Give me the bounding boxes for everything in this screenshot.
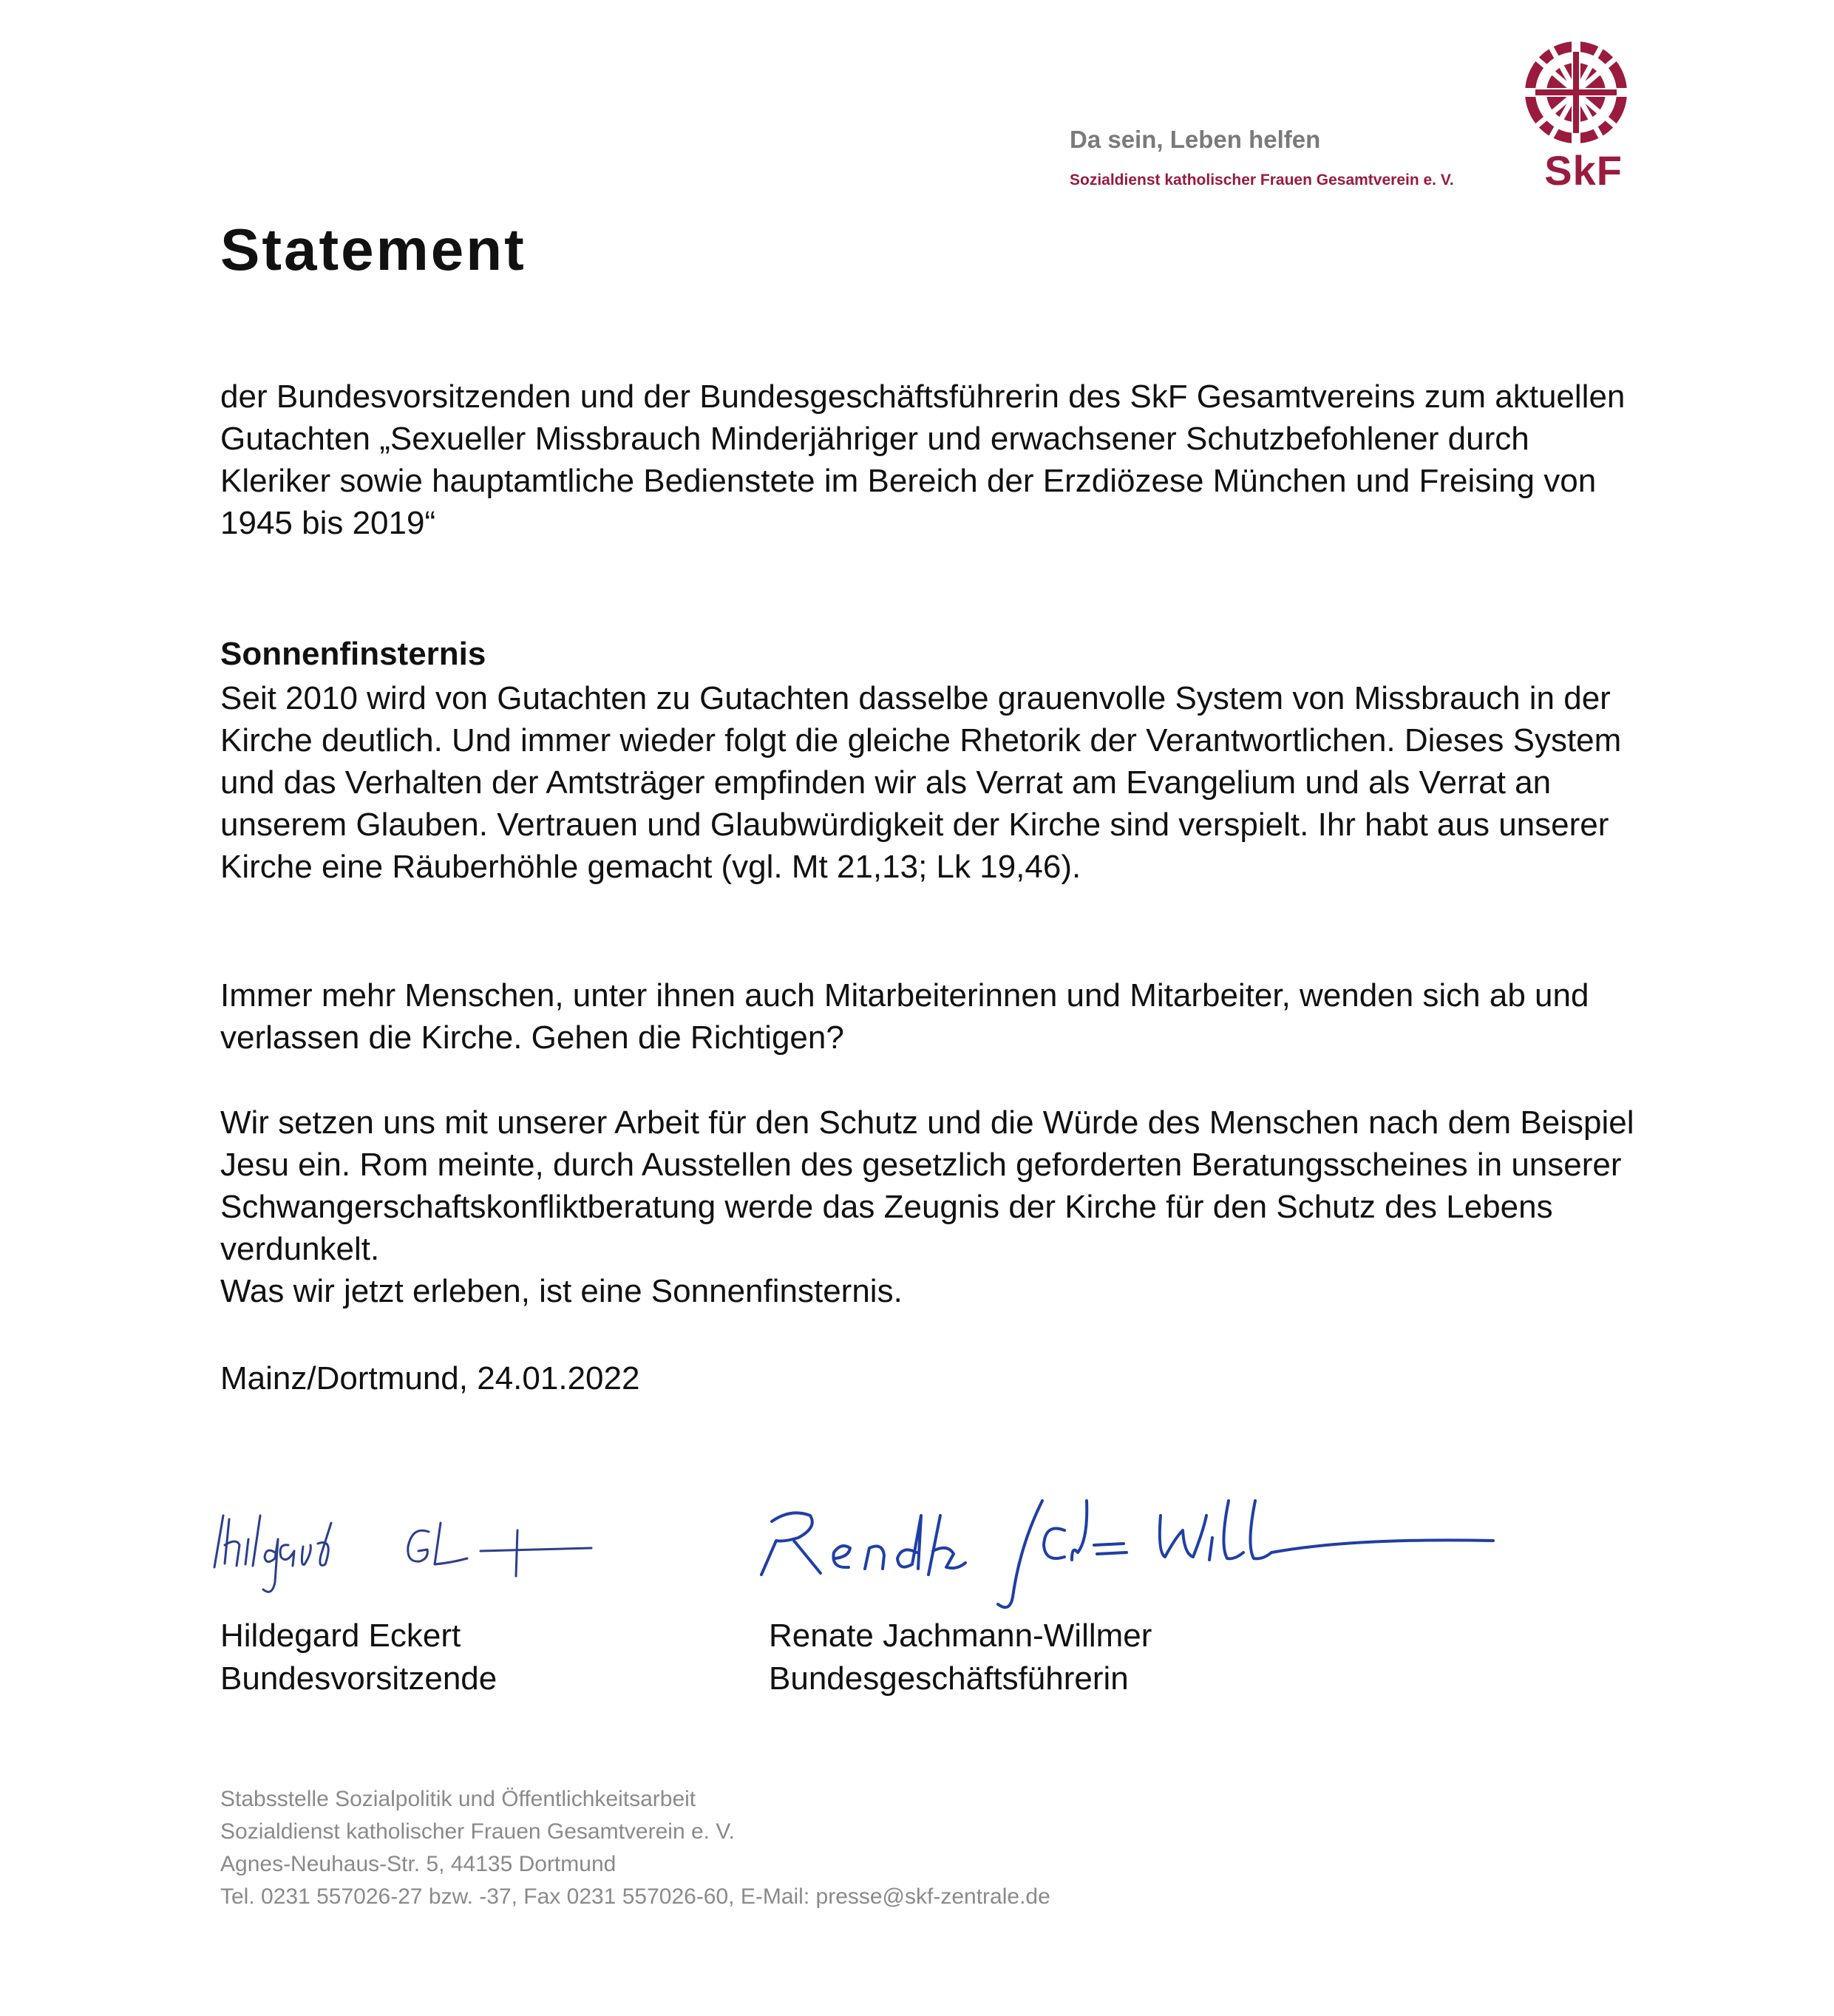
signer-renate-jachmann-willmer xyxy=(769,1615,1152,1700)
paragraph-3 xyxy=(220,1102,1640,1312)
footer-address: Agnes-Neuhaus-Str. 5, 44135 Dortmund xyxy=(220,1852,617,1876)
intro-text: der Bundesvorsitzenden und der Bundesgeschäftsführerin des SkF Gesamtvereins zum aktuellen Gutachten „Sexueller Missbrauch Minderjähriger und erwachsener Schutzbefohlener durch Kleriker sowie hauptamtliche Bedienstete im Bereich der Erzdiözese München und Freising von 1945 bis 2019“ xyxy=(220,379,1626,541)
letterhead xyxy=(1070,37,1631,192)
footer-department: Stabsstelle Sozialpolitik und Öffentlichkeitsarbeit xyxy=(220,1787,696,1811)
paragraph-1: Seit 2010 wird von Gutachten zu Gutachten dasselbe grauenvolle System von Missbrauch in der Kirche deutlich. Und immer wieder folgt die gleiche Rhetorik der Verantwortlichen. Dieses System und das Verhalten der Amtsträger empfinden wir als Verrat am Evangelium und als Verrat an unserem Glauben. Vertrauen und Glaubwürdigkeit der Kirche sind verspielt. Ihr habt aus unserer Kirche eine Räuberhöhle gemacht (vgl. Mt 21,13; Lk 19,46). xyxy=(220,680,1622,885)
section-heading: Sonnenfinsternis xyxy=(220,636,486,672)
footer-organization: Sozialdienst katholischer Frauen Gesamtverein e. V. xyxy=(220,1819,735,1844)
paragraph-2: Immer mehr Menschen, unter ihnen auch Mitarbeiterinnen und Mitarbeiter, wenden sich ab und verlassen die Kirche. Gehen die Richtigen? xyxy=(220,977,1589,1056)
dateline: Mainz/Dortmund, 24.01.2022 xyxy=(220,1360,640,1396)
skf-logo-text: SkF xyxy=(1544,147,1623,194)
paragraph-3-text: Wir setzen uns mit unserer Arbeit für den Schutz und die Würde des Menschen nach dem Beispiel Jesu ein. Rom meinte, durch Ausstellen des gesetzlich geforderten Beratungsscheines in unserer Schwangerschaftskonfliktberatung werde das Zeugnis der Kirche für den Schutz des Lebens verdunkelt. xyxy=(220,1104,1634,1267)
document-title: Statement xyxy=(220,217,526,282)
footer-contact-details: Tel. 0231 557026-27 bzw. -37, Fax 0231 557026-60, E-Mail: presse@skf-zentrale.de xyxy=(220,1884,1050,1909)
signer-name: Hildegard Eckert xyxy=(220,1618,461,1654)
signer-name: Renate Jachmann-Willmer xyxy=(769,1618,1152,1654)
skf-logo xyxy=(1521,37,1631,192)
paragraph-3-closing: Was wir jetzt erleben, ist eine Sonnenfinsternis. xyxy=(220,1273,903,1309)
signature-renate-jachmann-willmer xyxy=(747,1486,1508,1619)
signature-hildegard-eckert xyxy=(207,1493,606,1604)
footer-contact xyxy=(220,1783,1050,1913)
signer-role: Bundesvorsitzende xyxy=(220,1660,497,1697)
tagline: Da sein, Leben helfen xyxy=(1070,126,1321,153)
organization-name: Sozialdienst katholischer Frauen Gesamtverein e. V. xyxy=(1070,172,1454,189)
signer-hildegard-eckert xyxy=(220,1615,497,1700)
skf-emblem-icon xyxy=(1521,37,1631,148)
signer-role: Bundesgeschäftsführerin xyxy=(769,1660,1129,1697)
